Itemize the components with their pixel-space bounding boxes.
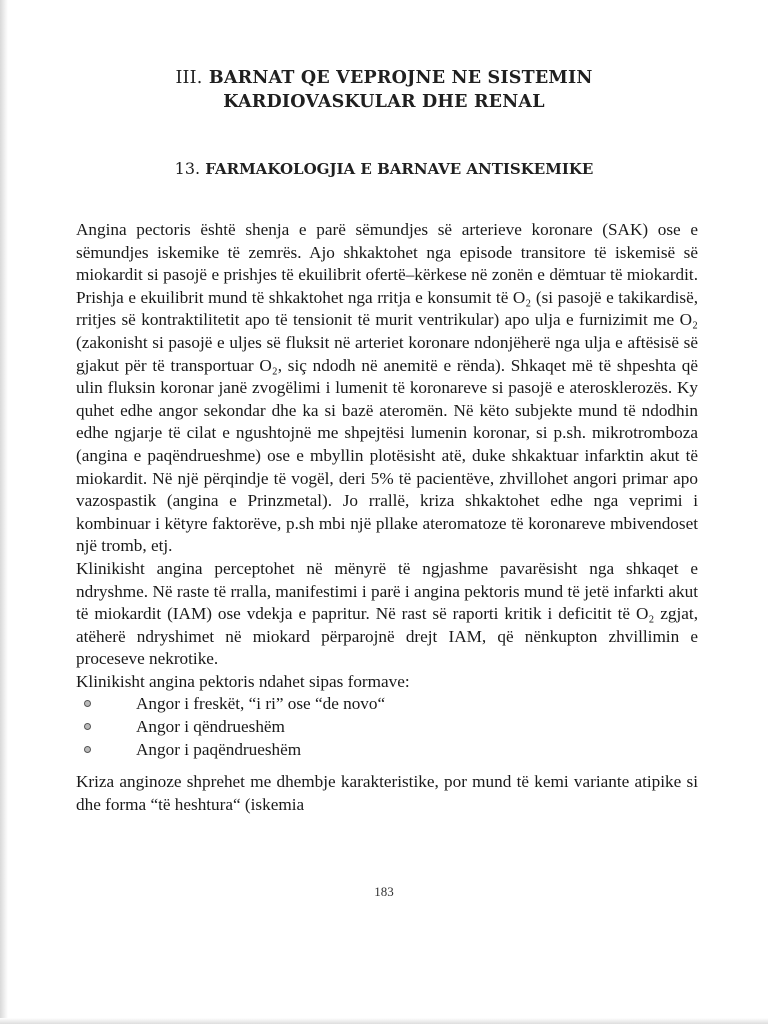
chapter-title <box>0 158 768 180</box>
part-number: III. <box>175 68 203 88</box>
angina-forms-list <box>76 693 698 761</box>
paragraph-1: Angina pectoris është shenja e parë sëmundjes së arterieve koronare (SAK) ose e sëmundjes iskemike të zemrës. Ajo shkaktohet nga episode transitore të iskemisë së miokardit si pasojë e prishjes të ekuilibrit ofertë–kërkese në zonën e dëmtuar të miokardit. Prishja e ekuilibrit mund të shkaktohet nga rritja e konsumit të O₂ (si pasojë e takikardisë, rritjes së kontraktilitetit apo të tensionit të murit ventrikular) apo ulja e furnizimit me O₂ (zakonisht si pasojë e uljes së fluksit në arteriet koronare ndonjëherë nga ulja e aftësisë së gjakut për të transportuar O₂, siç ndodh në anemitë e rënda). Shkaqet më të shpeshta që ulin fluksin koronar janë zvogëlimi i lumenit të koronareve si pasojë e aterosklerozës. Ky quhet edhe angor sekondar dhe ka si bazë ateromën. Në këto subjekte mund të ndodhin edhe ngjarje të cilat e ngushtojnë me shpejtësi lumenin koronar, si p.sh. mikrotromboza (angina e paqëndrueshme) ose e mbyllin plotësisht atë, duke shkaktuar infarktin akut të miokardit. Në një përqindje të vogël, deri 5% të pacientëve, zhvillohet angori primar apo vazospastik (angina e Prinzmetal). Jo rrallë, kriza shkaktohet edhe nga veprimi i kombinuar i këtyre faktorëve, p.sh mbi një pllake ateromatoze të koronareve mbivendoset një tromb, etj. <box>76 220 698 556</box>
list-item <box>76 693 698 716</box>
bullet-icon <box>84 723 91 730</box>
list-item <box>76 739 698 762</box>
body-text <box>76 219 698 816</box>
part-title-line-2: KARDIOVASKULAR DHE RENAL <box>223 92 545 112</box>
part-title <box>0 66 768 114</box>
bullet-icon <box>84 746 91 753</box>
spacer <box>76 761 698 771</box>
part-title-text-1: BARNAT QE VEPROJNE NE SISTEMIN <box>208 68 593 88</box>
paragraph-closing: Kriza anginoze shprehet me dhembje karakteristike, por mund të kemi variante atipike si dhe forma “të heshtura“ (iskemia <box>76 772 698 814</box>
chapter-name: FARMAKOLOGJIA E BARNAVE ANTISKEMIKE <box>205 160 594 178</box>
list-intro: Klinikisht angina pektoris ndahet sipas formave: <box>76 671 410 691</box>
chapter-number: 13. <box>174 159 201 178</box>
page-number: 183 <box>374 884 394 899</box>
bullet-icon <box>84 700 91 707</box>
part-title-line-1 <box>0 66 768 90</box>
scan-shadow-bottom <box>0 1018 768 1024</box>
list-item-text: Angor i paqëndrueshëm <box>136 739 302 759</box>
list-item <box>76 716 698 739</box>
list-item-text: Angor i freskët, “i ri” ose “de novo“ <box>136 694 386 714</box>
list-item-text: Angor i qëndrueshëm <box>136 717 285 737</box>
scan-shadow-left <box>0 0 8 1024</box>
paragraph-2: Klinikisht angina perceptohet në mënyrë të ngjashme pavarësisht nga shkaqet e ndryshme. Në raste të rralla, manifestimi i parë i angina pektoris mund të jetë infarkti akut të miokardit (IAM) ose vdekja e papritur. Në rast së raporti kritik i deficitit të O₂ zgjat, atëherë ndryshimet në miokard përparojnë drejt IAM, që nënkupton zhvillimin e proceseve nekrotike. <box>76 558 698 669</box>
